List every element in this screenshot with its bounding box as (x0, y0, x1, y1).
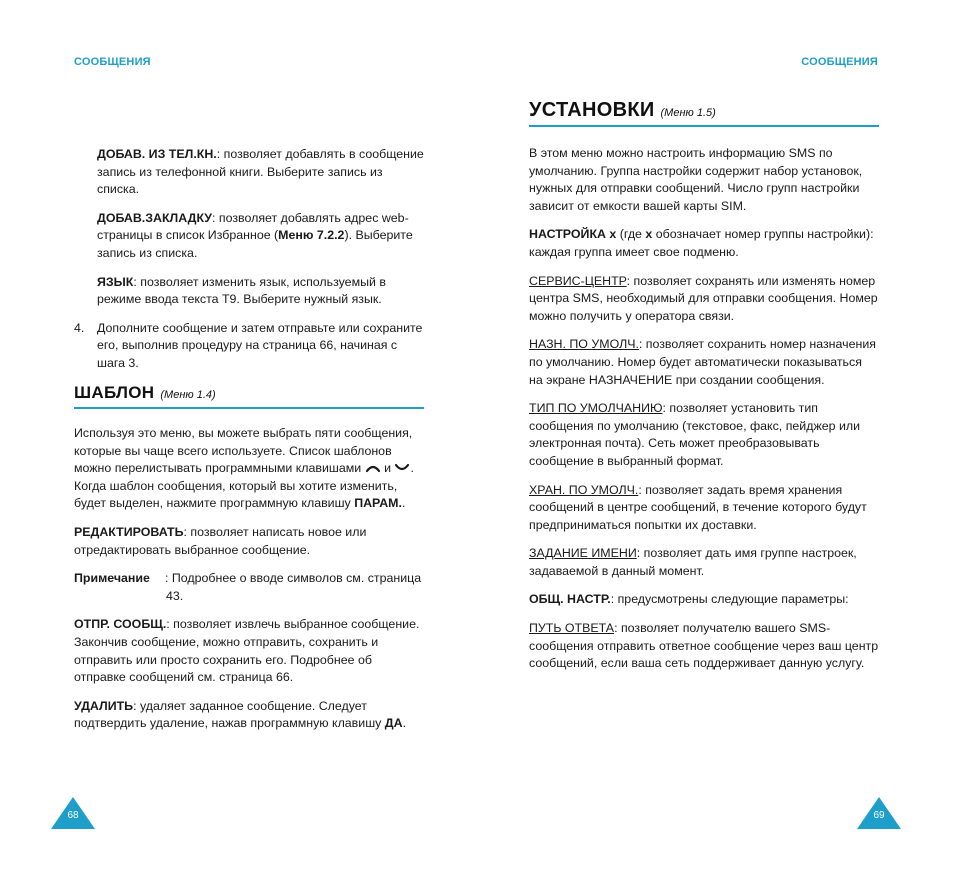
term: ЗАДАНИЕ ИМЕНИ (529, 546, 637, 561)
menu-reference: (Меню 1.4) (160, 389, 216, 401)
item-default-storage: ХРАН. ПО УМОЛЧ.: позволяет задать время хранения сообщений в центре сообщений, в течение которого будут предприниматься попытки их доставки. (529, 482, 867, 532)
left-column-body (74, 425, 424, 744)
step-number: 4. (74, 320, 85, 335)
item-setting: НАСТРОЙКА x (где x обозначает номер группы настройки): каждая группа имеет свое подменю. (529, 227, 874, 259)
term: УДАЛИТЬ (74, 698, 134, 713)
down-arrow-icon (394, 463, 410, 473)
term: НАЗН. ПО УМОЛЧ. (529, 337, 639, 352)
section-heading-settings (529, 99, 879, 127)
section-heading-template (74, 384, 424, 409)
step-4: 4. Дополните сообщение и затем отправьте или сохраните его, выполнив процедуру на страница 66, начиная с шага 3. (74, 320, 423, 370)
intro-paragraph: В этом меню можно настроить информацию SMS по умолчанию. Группа настройки содержит набор установок, нужных для отправки сообщений. Число групп настройки зависит от емкости вашей карты SIM. (529, 146, 863, 213)
term: ТИП ПО УМОЛЧАНИЮ (529, 401, 663, 416)
term: РЕДАКТИРОВАТЬ (74, 524, 184, 539)
section-title: ШАБЛОН (Меню 1.4) (74, 383, 216, 402)
item-default-destination: НАЗН. ПО УМОЛЧ.: позволяет сохранить номер назначения по умолчанию. Номер будет автоматически показываться на экране НАЗНАЧЕНИЕ при создании сообщения. (529, 337, 876, 387)
menu-reference: Меню 7.2.2 (278, 228, 345, 243)
sub-item-add-from-phonebook: ДОБАВ. ИЗ ТЕЛ.КН.: позволяет добавлять в сообщение запись из телефонной книги. Выберите запись из списка. (97, 147, 424, 197)
page-header: СООБЩЕНИЯ (74, 56, 151, 68)
term: ОБЩ. НАСТР. (529, 592, 611, 607)
item-service-center: СЕРВИС-ЦЕНТР: позволяет сохранять или изменять номер центра SMS, необходимый для отправки сообщения. Номер можно получить у оператора связи. (529, 273, 878, 323)
menu-reference: (Меню 1.5) (660, 107, 716, 119)
item-set-name: ЗАДАНИЕ ИМЕНИ: позволяет дать имя группе настроек, задаваемой в данный момент. (529, 546, 857, 578)
term: ПУТЬ ОТВЕТА (529, 621, 615, 636)
item-common-settings: ОБЩ. НАСТР.: предусмотрены следующие параметры: (529, 592, 849, 607)
term: НАСТРОЙКА x (529, 227, 617, 242)
note-label: Примечание (74, 571, 150, 586)
term: ХРАН. ПО УМОЛЧ. (529, 482, 639, 497)
page-number-badge (857, 797, 901, 829)
term: ДОБАВ.ЗАКЛАДКУ (97, 210, 213, 225)
intro-paragraph: Используя это меню, вы можете выбрать пяти сообщения, которые вы чаще всего используете. Список шаблонов можно перелистывать программными клавишами и . Когда шаблон сообщения, который вы хотите изменить, будет выделен, нажмите программную клавишу ПАРАМ.. (74, 426, 414, 511)
softkey: ДА (384, 716, 403, 731)
term: ЯЗЫК (97, 274, 134, 289)
left-column (74, 146, 424, 384)
page-header: СООБЩЕНИЯ (801, 56, 878, 68)
item-send: ОТПР. СООБЩ.: позволяет извлечь выбранное сообщение. Закончив сообщение, можно отправить, сохранить и отправить или просто сохранить его. Подробнее об отправке сообщений см. страница 66. (74, 617, 420, 685)
section-rule (74, 407, 424, 409)
term: ДОБАВ. ИЗ ТЕЛ.КН. (97, 147, 217, 161)
item-edit: РЕДАКТИРОВАТЬ: позволяет написать новое или отредактировать выбранное сообщение. (74, 524, 367, 557)
right-page (477, 0, 954, 876)
sub-item-language: ЯЗЫК: позволяет изменить язык, используемый в режиме ввода текста T9. Выберите нужный язык. (97, 274, 386, 307)
item-default-type: ТИП ПО УМОЛЧАНИЮ: позволяет установить тип сообщения по умолчанию (текстовое, факс, пейджер или электронная почта). Сеть может преобразовывать сообщение в выбранный формат. (529, 401, 861, 468)
section-title: УСТАНОВКИ (Меню 1.5) (529, 99, 716, 121)
term: СЕРВИС-ЦЕНТР (529, 273, 627, 288)
item-reply-path: ПУТЬ ОТВЕТА: позволяет получателю вашего SMS-сообщения отправить ответное сообщение через ваш центр сообщений, если ваша сеть поддерживает данную услугу. (529, 621, 879, 671)
page-number: 69 (873, 810, 885, 821)
page-number-badge (51, 797, 95, 829)
softkey: ПАРАМ. (354, 496, 402, 511)
up-arrow-icon (365, 463, 381, 473)
right-column (529, 145, 879, 684)
section-rule (529, 125, 879, 127)
item-delete: УДАЛИТЬ: удаляет заданное сообщение. Следует подтвердить удаление, нажав программную клавишу ДА. (74, 698, 407, 731)
note: Примечание : Подробнее о вводе символов см. страница 43. (74, 571, 422, 603)
term: ОТПР. СООБЩ. (74, 617, 167, 632)
sub-item-add-bookmark: ДОБАВ.ЗАКЛАДКУ: позволяет добавлять адрес web-страницы в список Избранное (Меню 7.2.2). Выберите запись из списка. (97, 210, 413, 260)
page-number: 68 (67, 810, 79, 821)
